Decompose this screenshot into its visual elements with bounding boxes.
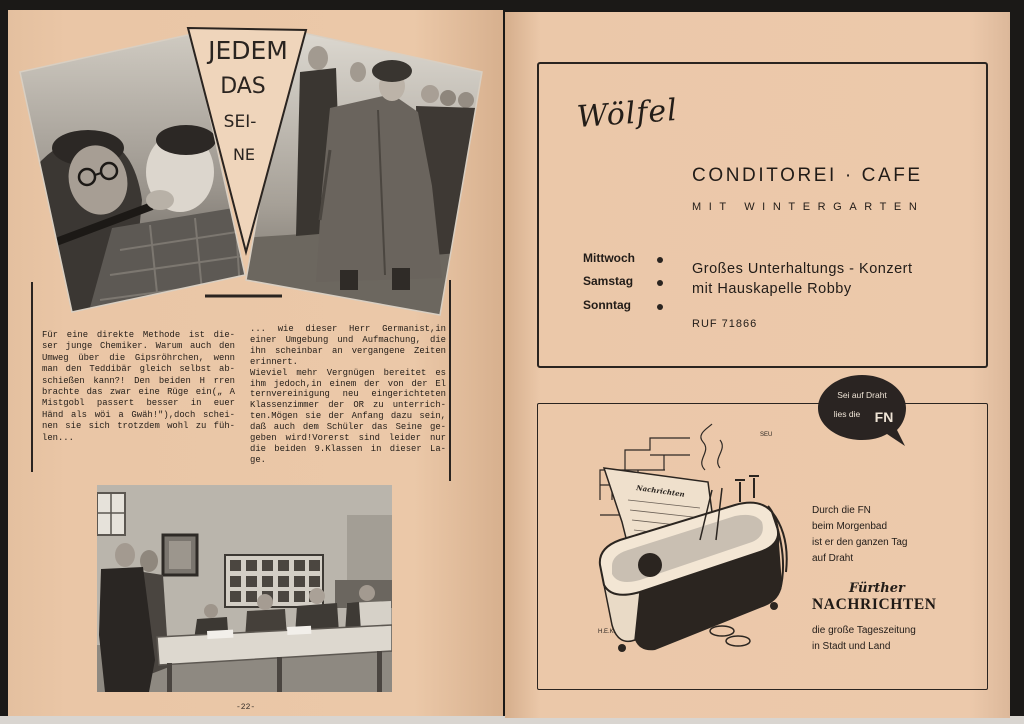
- cartoon-signature: H.E.K.: [598, 629, 616, 635]
- text-line: Wieviel mehr Vergnügen bereitet es: [250, 367, 446, 378]
- text-line: ge.: [250, 454, 266, 465]
- text-line: len...: [42, 432, 74, 443]
- text-line: geben wird!Vorerst sind leider nur: [250, 433, 446, 444]
- cartoon-mark: SEU: [760, 432, 773, 438]
- banner-line: DAS: [220, 74, 266, 99]
- column-rule-right: [449, 280, 451, 481]
- banner-line: SEI-: [223, 112, 257, 132]
- text-line: ten.Mögen sie der Anfang dazu sein,: [250, 411, 446, 422]
- day-label: Mittwoch: [583, 251, 635, 265]
- text-line: ... wie dieser Herr Germanist,in: [250, 324, 446, 334]
- bullet-icon: [657, 280, 663, 286]
- event-line: mit Hauskapelle Robby: [692, 281, 852, 297]
- ad-copy-line: auf Draht: [812, 553, 854, 564]
- banner-line: JEDEM: [208, 36, 288, 65]
- text-line: brachte das zwar eine Rüge ein(„ A: [42, 387, 235, 398]
- text-line: Händ als wöi a Gwäh!"),doch schei-: [42, 409, 235, 420]
- article-column-left: [42, 330, 235, 444]
- page-number: -22-: [236, 703, 256, 712]
- newspaper-logo-script: Fürther: [849, 581, 905, 596]
- tagline-line: die große Tageszeitung: [812, 625, 916, 636]
- photo-collage: [8, 10, 503, 330]
- day-label: Samstag: [583, 274, 634, 288]
- day-label: Sonntag: [583, 298, 631, 312]
- bubble-brand: FN: [874, 409, 894, 425]
- text-line: Klassenzimmer der OR zu unterrich-: [250, 400, 446, 411]
- cafe-advertisement: [537, 62, 988, 368]
- speech-bubble: [815, 372, 910, 448]
- text-line: Für eine direkte Methode ist die-: [42, 330, 235, 340]
- text-line: ihn scheinbar an vergangene Zeiten: [250, 345, 446, 356]
- text-line: ternvereinigung neu eingerichteten: [250, 389, 446, 400]
- text-line: Umweg über die Gipsröhrchen, wenn: [42, 352, 235, 363]
- text-line: nen sie sich trotzdem wohl zu füh-: [42, 421, 235, 432]
- text-line: erinnert.: [250, 356, 298, 367]
- bullet-icon: [657, 304, 663, 310]
- phone-number: RUF 71866: [692, 318, 758, 330]
- newspaper-logo: NACHRICHTEN: [812, 596, 937, 613]
- text-line: die beiden 9.Klassen in dieser La-: [250, 443, 446, 454]
- text-line: ihm jedoch,in einem der von der El: [250, 378, 446, 389]
- text-line: man den Teddibär gleich selbst ab-: [42, 364, 235, 375]
- ad-copy-line: ist er den ganzen Tag: [812, 537, 908, 548]
- tagline-line: in Stadt und Land: [812, 641, 891, 652]
- bathtub-cartoon: [588, 422, 793, 667]
- right-page: [505, 12, 1010, 718]
- text-line: schießen kann?! Den beiden H rren: [42, 375, 235, 386]
- column-rule-left: [31, 282, 33, 472]
- event-line: Großes Unterhaltungs - Konzert: [692, 261, 913, 277]
- cafe-subtitle: MIT WINTERGARTEN: [692, 201, 925, 213]
- text-line: einer Umgebung und Aufmachung, die: [250, 334, 446, 345]
- left-page: [8, 10, 503, 716]
- bubble-text: Sei auf Draht: [837, 390, 887, 400]
- photo-classroom: [97, 485, 392, 692]
- text-line: Mistgobl passert besser in euer: [42, 398, 235, 409]
- text-line: daß auch dem Schüler das Seine ge-: [250, 422, 446, 433]
- bubble-text: lies die: [833, 409, 861, 419]
- banner-line: NE: [232, 145, 256, 164]
- bullet-icon: [657, 257, 663, 263]
- cartoon-newspaper-title: Nachrichten: [635, 483, 686, 499]
- article-column-right: [250, 324, 446, 466]
- cafe-logo: Wölfel: [575, 93, 679, 135]
- text-line: ser junge Chemiker. Warum auch den: [42, 341, 235, 352]
- cafe-name: CONDITOREI · CAFE: [692, 165, 923, 186]
- ad-copy-line: Durch die FN: [812, 505, 871, 516]
- ad-copy-line: beim Morgenbad: [812, 521, 888, 532]
